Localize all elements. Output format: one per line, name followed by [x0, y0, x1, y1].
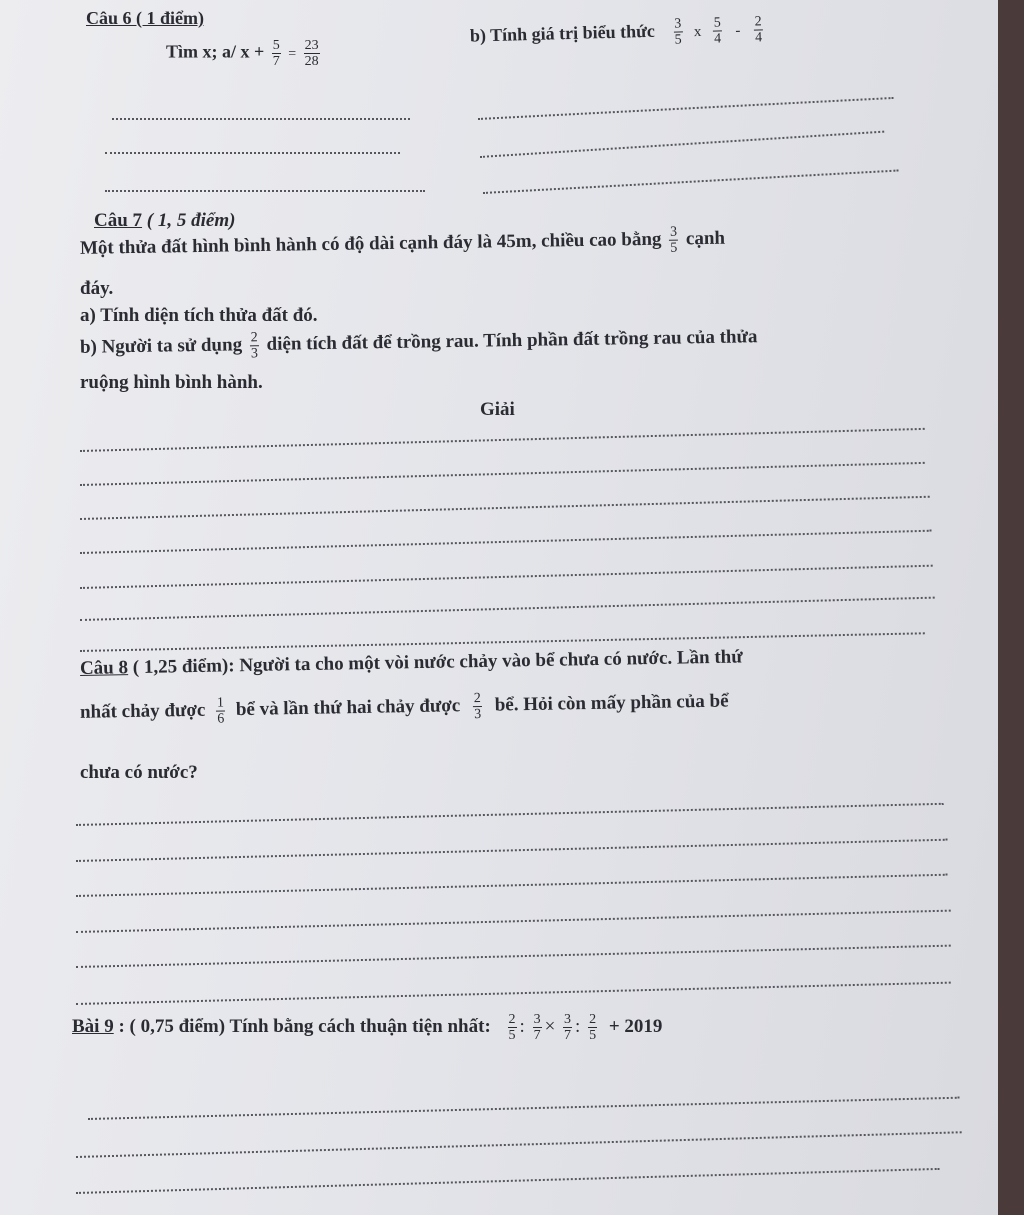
denominator: 7	[272, 54, 280, 69]
q6-part-b	[470, 14, 767, 53]
q7-line1-end: cạnh	[685, 227, 726, 250]
answer-line[interactable]	[88, 1097, 960, 1120]
answer-line[interactable]	[80, 462, 925, 486]
q6-heading: Câu 6 ( 1 điểm)	[86, 8, 204, 28]
q9-line	[72, 1012, 662, 1043]
q6-part-a-prefix: Tìm x; a/ x +	[166, 41, 265, 62]
numerator: 5	[272, 38, 280, 53]
denominator: 7	[564, 1028, 572, 1043]
q8-fraction-2-3	[473, 691, 483, 722]
denominator: 5	[589, 1028, 597, 1043]
q6-a-fraction-2	[304, 38, 320, 69]
q8-heading: Câu 8	[79, 657, 129, 679]
denominator: 5	[670, 240, 678, 256]
answer-line[interactable]	[76, 1131, 962, 1158]
q8-line2-start: nhất chảy được	[79, 699, 206, 723]
q7-fraction-3-5	[669, 225, 678, 256]
q7-heading: Câu 7	[94, 210, 143, 231]
q9-tail: + 2019	[608, 1015, 663, 1037]
q7-solution-label: Giải	[480, 399, 515, 420]
denominator: 6	[217, 711, 225, 727]
q6-part-a	[166, 38, 323, 69]
q6-b-fraction-3	[754, 14, 764, 45]
answer-line[interactable]	[80, 632, 925, 652]
q8-points: ( 1,25 điểm):	[127, 655, 235, 679]
numerator: 2	[473, 691, 481, 707]
answer-line[interactable]	[76, 982, 951, 1005]
q7-fraction-2-3	[250, 330, 259, 361]
q7-part-b-start: b) Người ta sử dụng	[79, 334, 243, 358]
q7-points: ( 1, 5 điểm)	[142, 210, 236, 231]
q7-part-b-end: diện tích đất để trồng rau. Tính phần đất trồng rau của thửa	[266, 326, 758, 355]
q9-fraction-2	[533, 1012, 542, 1043]
q9-points: : ( 0,75 điểm) Tính bằng cách thuận tiện nhất:	[113, 1015, 491, 1037]
q6-part-b-prefix: b) Tính giá trị biểu thức	[469, 20, 656, 46]
q8-line-2	[80, 687, 729, 729]
denominator: 3	[474, 707, 482, 723]
q8-line-3: chưa có nước?	[80, 762, 198, 783]
divide-sign: :	[575, 1015, 581, 1037]
denominator: 28	[304, 54, 319, 69]
q8-line2-mid: bể và lần thứ hai chảy được	[235, 695, 461, 721]
denominator: 7	[533, 1028, 541, 1043]
page-edge-shadow	[998, 0, 1024, 1215]
answer-line[interactable]	[76, 803, 944, 826]
times-sign: ×	[544, 1015, 556, 1037]
answer-line[interactable]	[80, 597, 935, 621]
answer-line[interactable]	[76, 945, 951, 968]
q6-b-fraction-2	[713, 15, 723, 46]
q7-part-a: a) Tính diện tích thửa đất đó.	[80, 305, 318, 326]
numerator: 2	[250, 330, 258, 346]
numerator: 2	[508, 1012, 516, 1027]
answer-line[interactable]	[76, 839, 948, 862]
numerator: 2	[589, 1012, 597, 1027]
numerator: 3	[674, 16, 682, 32]
equals-sign: =	[288, 46, 297, 62]
answer-line[interactable]	[480, 131, 884, 158]
q6-a-fraction-1	[272, 38, 281, 69]
q7-last-line: ruộng hình bình hành.	[80, 372, 263, 393]
times-sign: x	[693, 23, 702, 40]
answer-line[interactable]	[80, 428, 925, 452]
q9-fraction-3	[563, 1012, 572, 1043]
denominator: 5	[508, 1028, 516, 1043]
denominator: 4	[713, 31, 722, 47]
q8-line2-end: bể. Hỏi còn mấy phần của bể	[494, 690, 729, 716]
numerator: 23	[304, 38, 319, 53]
denominator: 5	[674, 32, 682, 48]
answer-line[interactable]	[105, 152, 400, 154]
answer-line[interactable]	[483, 170, 898, 194]
numerator: 3	[669, 224, 678, 240]
q7-heading-line	[94, 210, 235, 232]
q9-heading: Bài 9	[72, 1015, 114, 1037]
denominator: 4	[754, 30, 763, 46]
divide-sign: :	[519, 1015, 525, 1037]
q9-fraction-1	[508, 1012, 517, 1043]
q7-part-b	[80, 322, 758, 364]
answer-line[interactable]	[105, 190, 425, 192]
numerator: 2	[754, 14, 762, 30]
denominator: 3	[250, 346, 259, 362]
answer-line[interactable]	[76, 874, 948, 897]
q6-b-fraction-1	[673, 16, 683, 47]
q7-line1-text: Một thửa đất hình bình hành có độ dài cạnh đáy là 45m, chiều cao bằng	[79, 228, 662, 259]
numerator: 3	[564, 1012, 572, 1027]
numerator: 3	[533, 1012, 541, 1027]
numerator: 1	[216, 695, 225, 711]
answer-line[interactable]	[478, 97, 894, 120]
q7-line-2: đáy.	[80, 278, 114, 299]
answer-line[interactable]	[76, 1168, 940, 1194]
answer-line[interactable]	[76, 910, 951, 933]
numerator: 5	[713, 15, 721, 31]
q8-fraction-1-6	[216, 695, 226, 726]
q9-fraction-4	[588, 1012, 597, 1043]
minus-sign: -	[735, 22, 741, 39]
answer-line[interactable]	[80, 530, 932, 554]
answer-line[interactable]	[112, 118, 410, 120]
q8-line1-rest: Người ta cho một vòi nước chảy vào bể chưa có nước. Lần thứ	[239, 646, 743, 677]
answer-line[interactable]	[80, 565, 933, 589]
q8-line-1	[80, 646, 743, 680]
answer-line[interactable]	[80, 496, 930, 520]
